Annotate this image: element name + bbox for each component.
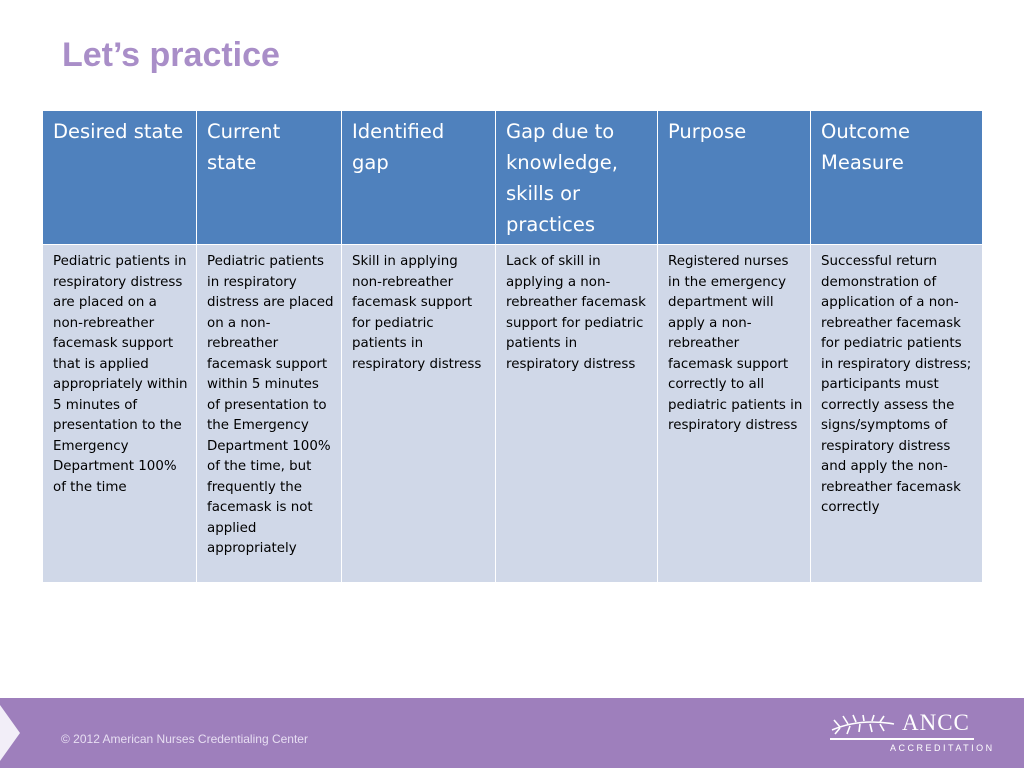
slide-title: Let’s practice bbox=[62, 36, 280, 74]
logo-name: ANCC bbox=[902, 710, 970, 735]
header-purpose: Purpose bbox=[658, 111, 811, 245]
header-gap-cause: Gap due to knowledge, skills or practices bbox=[496, 111, 658, 245]
header-outcome-measure: Outcome Measure bbox=[811, 111, 983, 245]
laurel-icon bbox=[830, 714, 896, 736]
ancc-logo bbox=[830, 710, 995, 760]
logo-subtitle: ACCREDITATION bbox=[890, 743, 995, 753]
header-desired-state: Desired state bbox=[43, 111, 197, 245]
cell-purpose: Registered nurses in the emergency department will apply a non-rebreather facemask support correctly to all pediatric patients in respiratory distress bbox=[658, 245, 811, 583]
table-row bbox=[43, 245, 983, 583]
cell-outcome-measure: Successful return demonstration of application of a non-rebreather facemask for pediatric patients in respiratory distress; participants must correctly assess the signs/symptoms of respiratory distress and apply the non-rebreather facemask correctly bbox=[811, 245, 983, 583]
logo-divider bbox=[830, 738, 974, 740]
cell-identified-gap: Skill in applying non-rebreather facemask support for pediatric patients in respiratory distress bbox=[342, 245, 496, 583]
copyright-text: © 2012 American Nurses Credentialing Center bbox=[61, 732, 308, 746]
footer-arrow-icon bbox=[0, 705, 20, 761]
header-row bbox=[43, 111, 983, 245]
cell-current-state: Pediatric patients in respiratory distress are placed on a non-rebreather facemask support within 5 minutes of presentation to the Emergency Department 100% of the time, but frequently the facemask is not applied appropriately bbox=[197, 245, 342, 583]
practice-table bbox=[42, 110, 983, 583]
cell-gap-cause: Lack of skill in applying a non-rebreather facemask support for pediatric patients in respiratory distress bbox=[496, 245, 658, 583]
header-identified-gap: Identified gap bbox=[342, 111, 496, 245]
cell-desired-state: Pediatric patients in respiratory distress are placed on a non-rebreather facemask support that is applied appropriately within 5 minutes of presentation to the Emergency Department 100% of the time bbox=[43, 245, 197, 583]
header-current-state: Current state bbox=[197, 111, 342, 245]
